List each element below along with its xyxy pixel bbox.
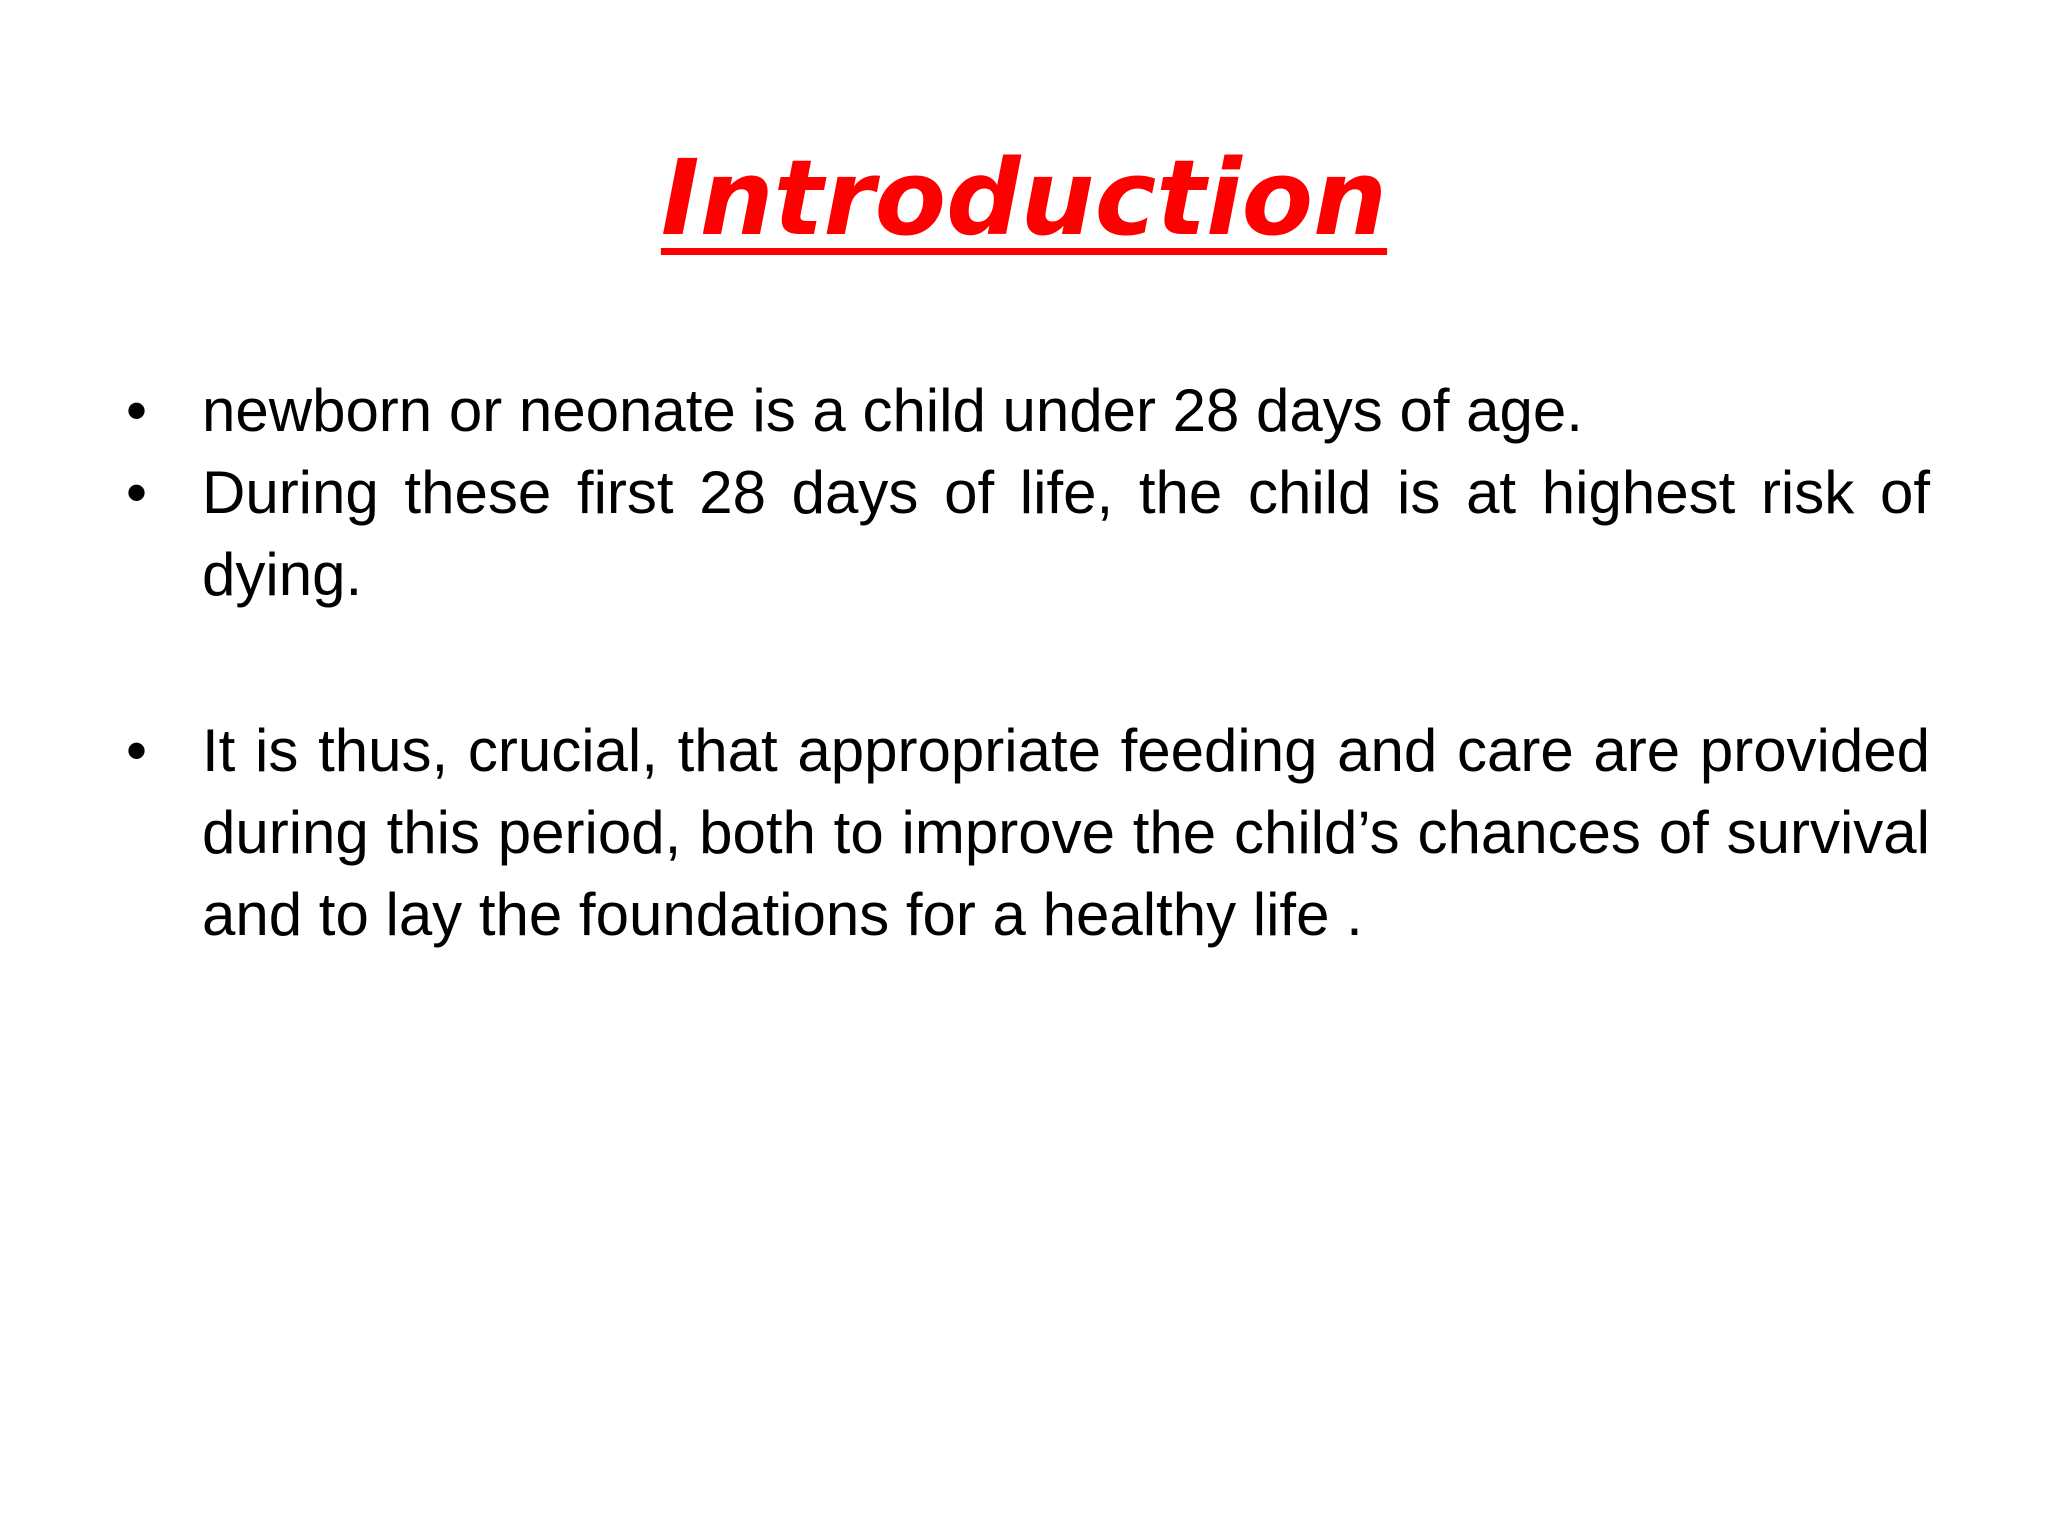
bullet-list bbox=[118, 370, 1930, 956]
bullet-dot-icon: • bbox=[126, 717, 148, 784]
bullet-item-1 bbox=[118, 370, 1930, 452]
bullet-item-2 bbox=[118, 452, 1930, 616]
bullet-text-2: During these first 28 days of life, the child is at highest risk of dying. bbox=[202, 459, 1930, 608]
bullet-dot-icon: • bbox=[126, 377, 148, 444]
bullet-dot-icon: • bbox=[126, 459, 148, 526]
bullet-item-3 bbox=[118, 710, 1930, 956]
bullet-text-1: newborn or neonate is a child under 28 days of age. bbox=[202, 377, 1583, 444]
bullet-text-3: It is thus, crucial, that appropriate feeding and care are provided during this period, both to improve the child’s chances of survival and to lay the foundations for a healthy life . bbox=[202, 717, 1930, 948]
slide-title: Introduction bbox=[660, 137, 1388, 259]
